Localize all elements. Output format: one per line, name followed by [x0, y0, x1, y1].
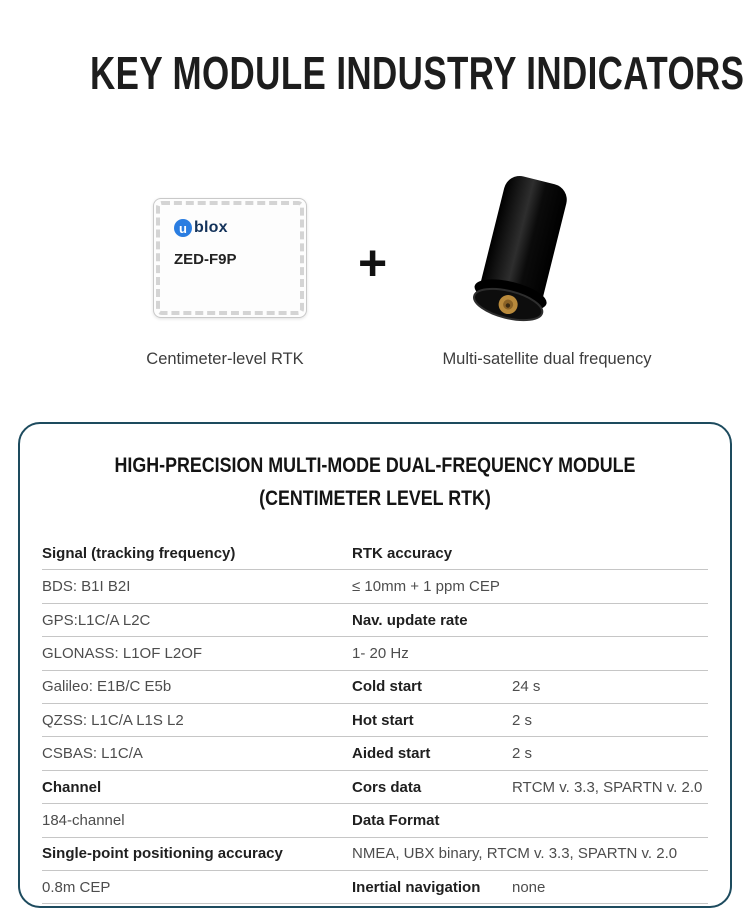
caption-antenna: Multi-satellite dual frequency [442, 350, 652, 368]
table-row [42, 771, 708, 804]
spec-right-label: Cors data [352, 778, 422, 796]
spec-right-label: Cold start [352, 678, 423, 696]
table-row [42, 804, 708, 837]
spec-right-label: ≤ 10mm + 1 ppm CEP [352, 578, 500, 596]
spec-left: Channel [42, 778, 102, 796]
spec-right-label: Inertial navigation [352, 878, 481, 896]
table-row [42, 671, 708, 704]
spec-table [42, 537, 708, 904]
spec-left: Galileo: E1B/C E5b [42, 678, 172, 696]
spec-left: GPS:L1C/A L2C [42, 611, 151, 629]
spec-right-label: Nav. update rate [352, 611, 468, 629]
module-model: ZED-F9P [174, 251, 237, 268]
spec-left: CSBAS: L1C/A [42, 745, 143, 763]
spec-right-value: 24 s [512, 678, 541, 696]
spec-card [18, 422, 732, 908]
spec-left: Signal (tracking frequency) [42, 544, 236, 562]
card-title [92, 450, 658, 515]
spec-left: 0.8m CEP [42, 878, 111, 896]
module-image [153, 198, 307, 318]
card-title-line2: (CENTIMETER LEVEL RTK) [259, 486, 491, 510]
ublox-logo [174, 219, 228, 237]
spec-right-label: Hot start [352, 711, 414, 729]
spec-left: Single-point positioning accuracy [42, 845, 283, 863]
spec-left: GLONASS: L1OF L2OF [42, 644, 203, 662]
spec-right-label: Aided start [352, 745, 431, 763]
table-row [42, 737, 708, 770]
spec-left: QZSS: L1C/A L1S L2 [42, 711, 184, 729]
spec-right-value: RTCM v. 3.3, SPARTN v. 2.0 [512, 778, 703, 796]
table-row [42, 704, 708, 737]
table-row [42, 570, 708, 603]
table-row [42, 604, 708, 637]
plus-icon: + [358, 235, 388, 291]
spec-right-label: NMEA, UBX binary, RTCM v. 3.3, SPARTN v. 2.0 [352, 845, 678, 863]
table-row [42, 637, 708, 670]
page-title: KEY MODULE INDUSTRY INDICATORS [90, 47, 745, 99]
spec-right-value: 2 s [512, 745, 533, 763]
table-row [42, 871, 708, 904]
antenna-image [438, 172, 603, 347]
spec-right-value: 2 s [512, 711, 533, 729]
caption-module: Centimeter-level RTK [146, 350, 304, 368]
ublox-brand-text: blox [194, 219, 228, 236]
spec-right-label: Data Format [352, 811, 440, 829]
ublox-logo-icon: u [174, 219, 192, 237]
spec-left: BDS: B1I B2I [42, 578, 131, 596]
spec-left: 184-channel [42, 811, 125, 829]
spec-right-label: 1- 20 Hz [352, 644, 409, 662]
spec-right-label: RTK accuracy [352, 544, 453, 562]
table-row [42, 838, 708, 871]
table-row [42, 537, 708, 570]
card-title-line1: HIGH-PRECISION MULTI-MODE DUAL-FREQUENCY MODULE [114, 454, 636, 477]
spec-right-value: none [512, 878, 546, 896]
